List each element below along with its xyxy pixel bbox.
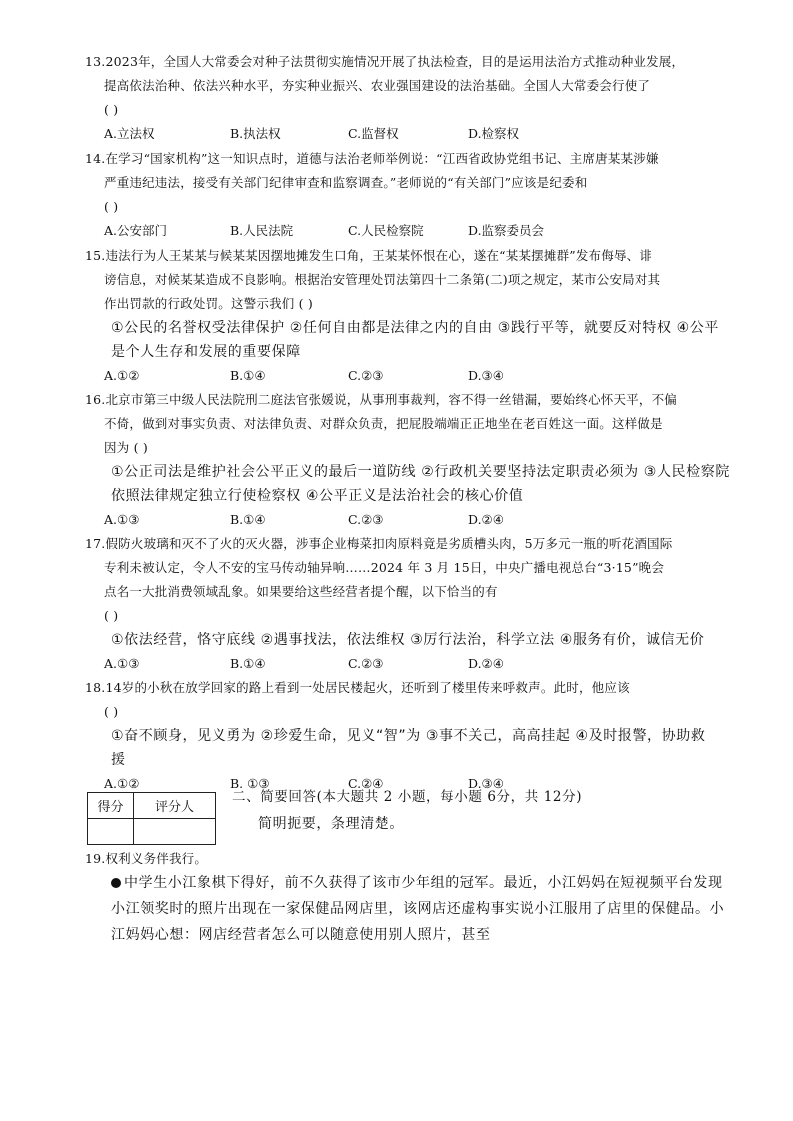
score-cell[interactable] — [88, 819, 134, 845]
grader-cell[interactable] — [134, 819, 216, 845]
q17-line-3: 点名一大批消费领域乱象。如果要给这些经营者提个醒，以下恰当的有 — [104, 584, 498, 599]
q19-title: 19.权利义务伴我行。 — [85, 851, 208, 866]
q18-option-d: D.③④ — [468, 776, 504, 791]
q13-option-a: A.立法权 — [104, 126, 155, 141]
score-label: 得分 — [88, 793, 134, 819]
score-table — [87, 792, 216, 845]
q18-statements-1: ①奋不顾身，见义勇为 ②珍爱生命，见义“智”为 ③事不关己，高高挂起 ④及时报警，协助救 — [111, 728, 706, 744]
q13-option-d: D.检察权 — [468, 126, 520, 141]
q19-line-3: 江妈妈心想：网店经营者怎么可以随意使用别人照片，甚至 — [111, 927, 491, 943]
q14-answer-paren: ( ) — [104, 199, 119, 214]
bullet-icon — [111, 878, 121, 888]
q18-option-c: C.②④ — [348, 776, 384, 791]
q13-line-2: 提高依法治种、依法兴种水平，夯实种业振兴、农业强国建设的法治基础。全国人大常委会行使了 — [104, 78, 651, 93]
q19-line-2: 小江领奖时的照片出现在一家保健品网店里，该网店还虚构事实说小江服用了店里的保健品。小 — [111, 901, 725, 917]
q14-option-d: D.监察委员会 — [468, 223, 545, 238]
q16-option-b: B.①④ — [230, 512, 266, 527]
q16-option-d: D.②④ — [468, 512, 504, 527]
q18-line-1: 18.14岁的小秋在放学回家的路上看到一处居民楼起火，还听到了楼里传来呼救声。此时，他应该 — [85, 680, 630, 695]
q16-line-2: 不倚，做到对事实负责、对法律负责、对群众负责，把屁股端端正正地坐在老百姓这一面。这样做是 — [104, 416, 663, 431]
q16-line-3: 因为 ( ) — [104, 440, 148, 455]
q17-option-b: B.①④ — [230, 656, 266, 671]
q14-option-a: A.公安部门 — [104, 223, 168, 238]
q17-line-1: 17.假防火玻璃和灭不了火的灭火器，涉事企业梅菜扣肉原料竟是劣质槽头肉，5万多元一瓶的听花酒国际 — [85, 536, 673, 551]
q16-statements-1: ①公正司法是维护社会公平正义的最后一道防线 ②行政机关要坚持法定职责必须为 ③人民检察院 — [111, 464, 730, 480]
q14-option-c: C.人民检察院 — [348, 223, 424, 238]
q14-line-1: 14.在学习“国家机构”这一知识点时，道德与法治老师举例说：“江西省政协党组书记、主席唐某某涉嫌 — [85, 151, 659, 166]
q18-statements-2: 援 — [111, 752, 126, 768]
q15-option-a: A.①② — [104, 368, 140, 383]
q13-line-1: 13.2023年，全国人大常委会对种子法贯彻实施情况开展了执法检查，目的是运用法治方式推动种业发展， — [85, 54, 685, 69]
q14-option-b: B.人民法院 — [230, 223, 294, 238]
section-title: 二、简要回答(本大题共 2 小题，每小题 6分，共 12分) — [232, 789, 583, 805]
q14-line-2: 严重违纪违法，接受有关部门纪律审查和监察调查。”老师说的“有关部门”应该是纪委和 — [104, 175, 588, 190]
q13-option-b: B.执法权 — [230, 126, 281, 141]
q17-option-d: D.②④ — [468, 656, 504, 671]
q18-answer-paren: ( ) — [104, 704, 119, 719]
q15-statements-2: 是个人生存和发展的重要保障 — [111, 344, 301, 360]
q16-option-c: C.②③ — [348, 512, 384, 527]
q15-line-3: 作出罚款的行政处罚。这警示我们 ( ) — [104, 296, 314, 311]
q18-option-a: A.①② — [104, 776, 140, 791]
section-instruction: 简明扼要，条理清楚。 — [258, 816, 404, 832]
q13-option-c: C.监督权 — [348, 126, 399, 141]
q16-option-a: A.①③ — [104, 512, 140, 527]
q16-line-1: 16.北京市第三中级人民法院刑二庭法官张媛说，从事刑事裁判，容不得一丝错漏，要始终心怀天平，不偏 — [85, 392, 677, 407]
q19-line-1: 中学生小江象棋下得好，前不久获得了该市少年组的冠军。最近，小江妈妈在短视频平台发现 — [124, 875, 723, 891]
q18-option-b: B. ①③ — [230, 776, 270, 791]
q17-answer-paren: ( ) — [104, 608, 119, 623]
grader-label: 评分人 — [134, 793, 216, 819]
q17-line-2: 专利未被认定，令人不安的宝马传动轴异响……2024 年 3 月 15日，中央广播电视总台“3·15”晚会 — [104, 560, 665, 575]
q15-option-b: B.①④ — [230, 368, 266, 383]
q15-option-d: D.③④ — [468, 368, 504, 383]
q15-option-c: C.②③ — [348, 368, 384, 383]
q16-statements-2: 依照法律规定独立行使检察权 ④公平正义是法治社会的核心价值 — [111, 488, 524, 504]
q17-statements-1: ①依法经营，恪守底线 ②遇事找法，依法维权 ③厉行法治，科学立法 ④服务有价，诚信无价 — [111, 632, 705, 648]
q13-answer-paren: ( ) — [104, 102, 119, 117]
q15-statements-1: ①公民的名誉权受法律保护 ②任何自由都是法律之内的自由 ③践行平等，就要反对特权 ④公平 — [111, 320, 719, 336]
q17-option-c: C.②③ — [348, 656, 384, 671]
q15-line-1: 15.违法行为人王某某与候某某因摆地摊发生口角，王某某怀恨在心，遂在“某某摆摊群”发布侮辱、诽 — [85, 248, 653, 263]
q17-option-a: A.①③ — [104, 656, 140, 671]
q15-line-2: 谤信息，对候某某造成不良影响。根据治安管理处罚法第四十二条第(二)项之规定，某市公安局对其 — [104, 272, 661, 287]
